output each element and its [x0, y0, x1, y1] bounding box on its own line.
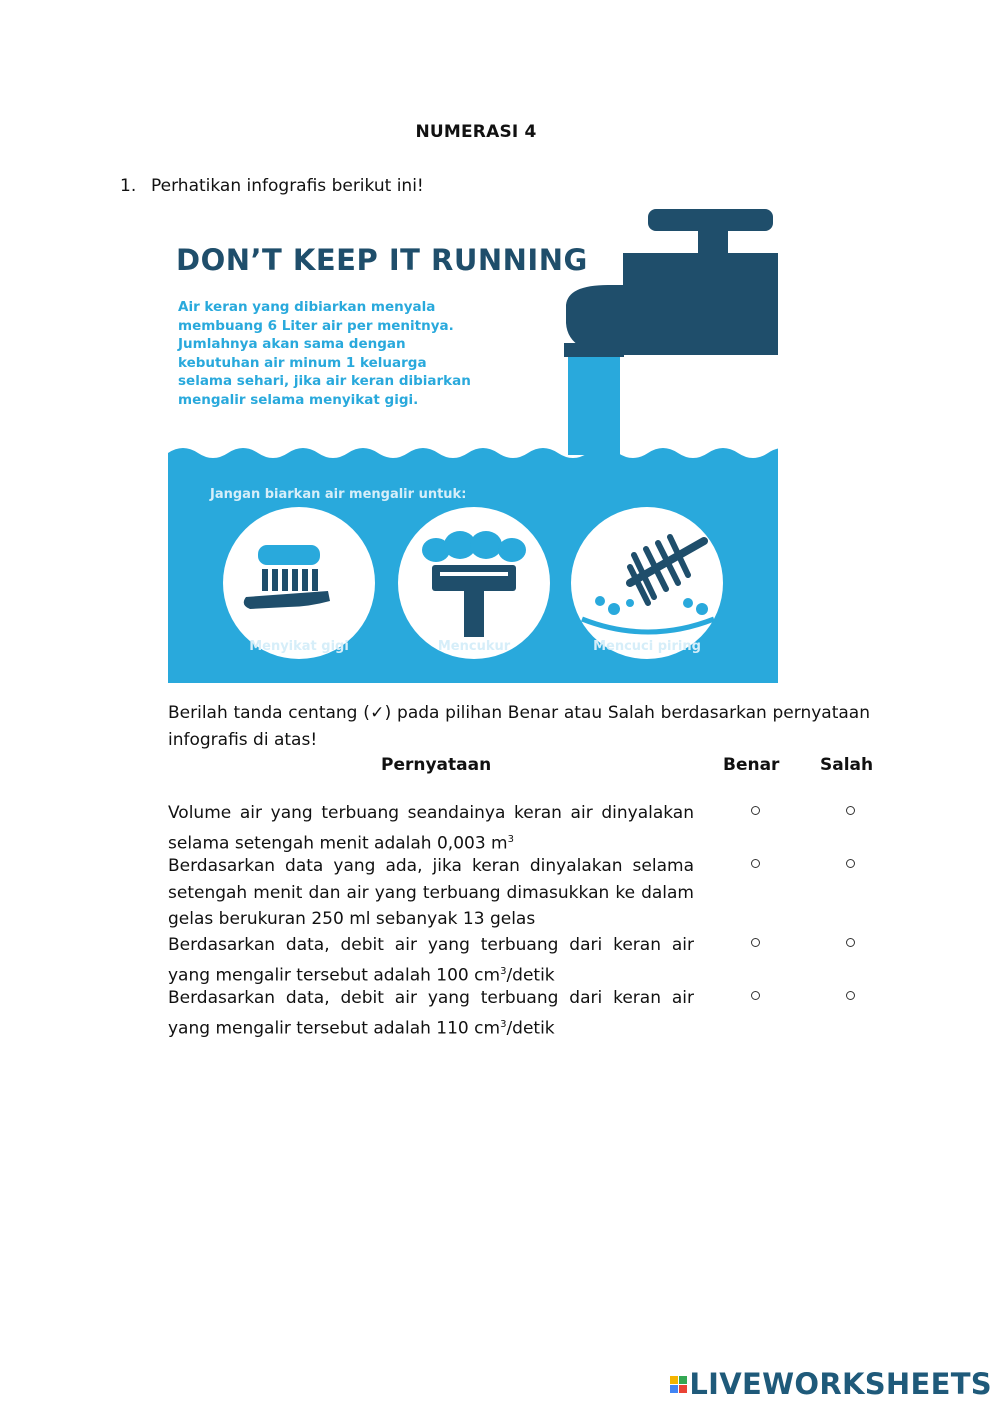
paragraph-line: kebutuhan air minum 1 keluarga — [178, 354, 427, 371]
radio-salah-row-1[interactable] — [846, 806, 855, 815]
radio-benar-row-4[interactable] — [751, 991, 760, 1000]
paragraph-line: membuang 6 Liter air per menitnya. — [178, 317, 454, 334]
statement-text: Berdasarkan data, debit air yang terbuang dari keran air yang mengalir tersebut adalah 110 cm — [168, 988, 694, 1039]
column-header-false: Salah — [820, 755, 874, 775]
statement-row-3 — [168, 932, 694, 989]
instruction-text: Berilah tanda centang (✓) pada pilihan Benar atau Salah berdasarkan pernyataan infografis di atas! — [168, 703, 870, 750]
question-number: 1. — [120, 176, 137, 196]
paragraph-line: Air keran yang dibiarkan menyala — [178, 299, 436, 315]
radio-salah-row-2[interactable] — [846, 859, 855, 868]
radio-benar-row-1[interactable] — [751, 806, 760, 815]
infographic — [168, 205, 778, 683]
radio-salah-row-3[interactable] — [846, 938, 855, 947]
superscript: 3 — [500, 965, 507, 977]
statement-suffix: /detik — [506, 965, 555, 986]
paragraph-line: Jumlahnya akan sama dengan — [178, 336, 406, 352]
infographic-subheading: Jangan biarkan air mengalir untuk: — [210, 487, 467, 502]
infographic-paragraph — [178, 298, 578, 409]
radio-benar-row-3[interactable] — [751, 938, 760, 947]
superscript: 3 — [500, 1018, 507, 1030]
question-prompt — [120, 176, 424, 196]
caption-toothbrush: Menyikat gigi — [249, 639, 349, 654]
radio-benar-row-2[interactable] — [751, 859, 760, 868]
statement-row-1 — [168, 800, 694, 857]
superscript: 3 — [507, 833, 514, 845]
question-text: Perhatikan infografis berikut ini! — [151, 176, 424, 196]
liveworksheets-logo-icon — [670, 1376, 687, 1393]
caption-dishes: Mencuci piring — [593, 639, 701, 654]
statement-text: Berdasarkan data, debit air yang terbuang dari keran air yang mengalir tersebut adalah 100 cm — [168, 935, 694, 986]
statement-row-2 — [168, 853, 694, 933]
faucet-icon — [564, 209, 778, 357]
radio-salah-row-4[interactable] — [846, 991, 855, 1000]
column-header-true: Benar — [723, 755, 780, 775]
paragraph-line: selama sehari, jika air keran dibiarkan — [178, 373, 471, 389]
watermark-text: LIVEWORKSHEETS — [689, 1367, 992, 1401]
paragraph-line: mengalir selama menyikat gigi. — [178, 391, 419, 408]
column-header-statement: Pernyataan — [381, 755, 492, 775]
statement-row-4 — [168, 985, 694, 1042]
statement-text: Volume air yang terbuang seandainya keran air dinyalakan selama setengah menit adalah 0,003 m — [168, 803, 694, 854]
infographic-heading: DON’T KEEP IT RUNNING — [176, 243, 588, 277]
caption-razor: Mencukur — [437, 639, 511, 654]
page-title: NUMERASI 4 — [415, 122, 537, 142]
liveworksheets-watermark — [670, 1367, 992, 1401]
statement-suffix: /detik — [506, 1018, 555, 1039]
statement-text: Berdasarkan data yang ada, jika keran dinyalakan selama setengah menit dan air yang terbuang dimasukkan ke dalam gelas berukuran 250 ml sebanyak 13 gelas — [168, 856, 694, 929]
